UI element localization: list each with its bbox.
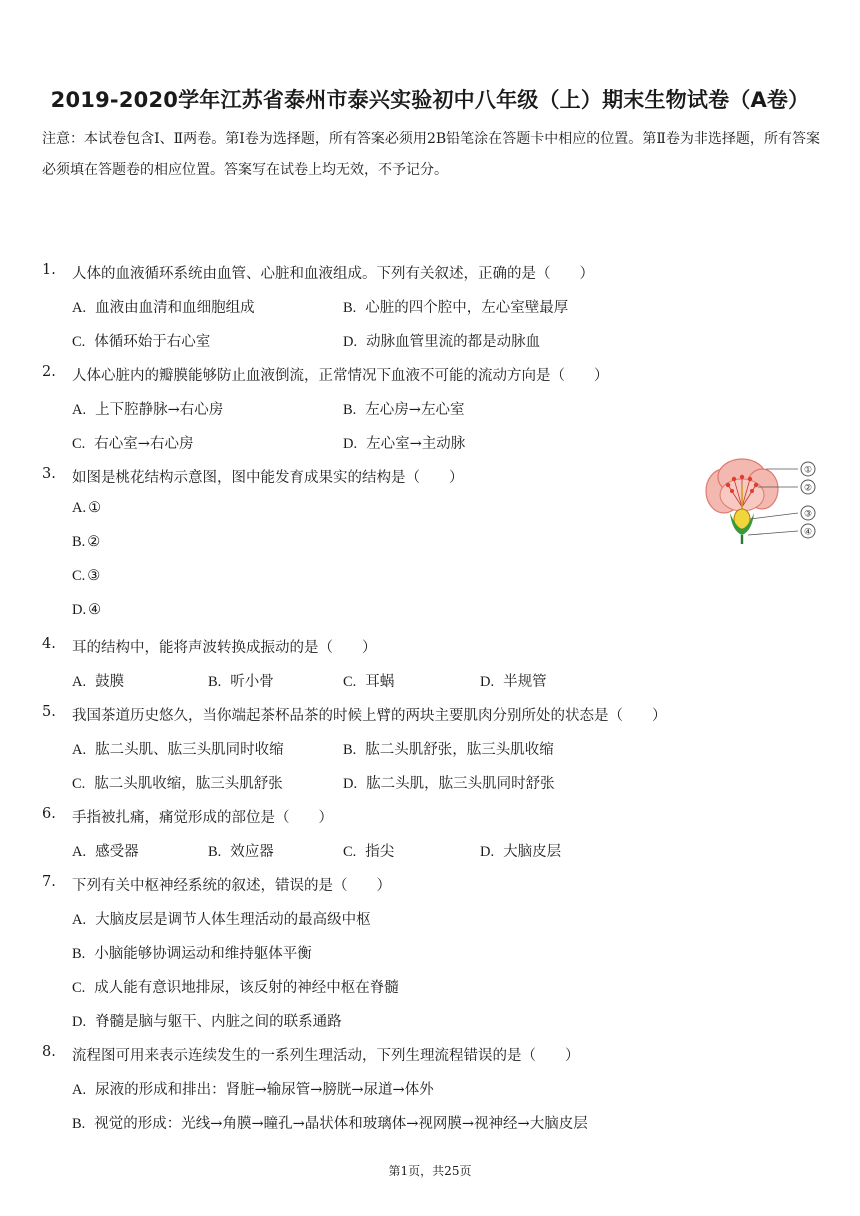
option-c: C. ③ bbox=[72, 568, 101, 584]
option-a: A. 尿液的形成和排出：肾脏→输尿管→膀胱→尿道→体外 bbox=[72, 1082, 434, 1098]
option-c: C. 耳蜗 bbox=[343, 674, 395, 690]
option-a: A. 肱二头肌、肱三头肌同时收缩 bbox=[72, 742, 284, 758]
option-b: B. 小脑能够协调运动和维持躯体平衡 bbox=[72, 946, 312, 962]
option-a: A. 鼓膜 bbox=[72, 674, 125, 690]
question-number: 6. bbox=[42, 806, 56, 822]
question-number: 3. bbox=[42, 466, 56, 482]
question-text: 耳的结构中，能将声波转换成振动的是（ ） bbox=[72, 640, 377, 656]
option-c: C. 体循环始于右心室 bbox=[72, 334, 211, 350]
option-b: B. 效应器 bbox=[208, 844, 274, 860]
question-text: 流程图可用来表示连续发生的一系列生理活动，下列生理流程错误的是（ ） bbox=[72, 1048, 580, 1064]
option-d: D. ④ bbox=[72, 602, 102, 618]
label-1: ① bbox=[803, 465, 813, 476]
page-title: 2019-2020学年江苏省泰州市泰兴实验初中八年级（上）期末生物试卷（A卷） bbox=[50, 88, 810, 112]
option-b: B. 视觉的形成：光线→角膜→瞳孔→晶状体和玻璃体→视网膜→视神经→大脑皮层 bbox=[72, 1116, 588, 1132]
option-a: A. 大脑皮层是调节人体生理活动的最高级中枢 bbox=[72, 912, 371, 928]
option-c: C. 右心室→右心房 bbox=[72, 436, 194, 452]
option-b: B. 听小骨 bbox=[208, 674, 274, 690]
option-d: D. 肱二头肌，肱三头肌同时舒张 bbox=[343, 776, 555, 792]
question-text: 人体心脏内的瓣膜能够防止血液倒流，正常情况下血液不可能的流动方向是（ ） bbox=[72, 368, 609, 384]
question-number: 4. bbox=[42, 636, 56, 652]
question-number: 7. bbox=[42, 874, 56, 890]
option-b: B. ② bbox=[72, 534, 101, 550]
question-number: 8. bbox=[42, 1044, 56, 1060]
option-d: D. 脊髓是脑与躯干、内脏之间的联系通路 bbox=[72, 1014, 342, 1030]
question-text: 如图是桃花结构示意图，图中能发育成果实的结构是（ ） bbox=[72, 470, 464, 486]
exam-notice: 注意：本试卷包含Ⅰ、Ⅱ两卷。第Ⅰ卷为选择题，所有答案必须用2B铅笔涂在答题卡中相应的位置。第Ⅱ卷为非选择题，所有答案必须填在答题卷的相应位置。答案写在试卷上均无效，不予记分。 bbox=[42, 131, 820, 178]
peach-flower-diagram bbox=[702, 455, 822, 545]
question-number: 1. bbox=[42, 262, 56, 278]
option-c: C. 指尖 bbox=[343, 844, 395, 860]
question-number: 5. bbox=[42, 704, 56, 720]
question-text: 人体的血液循环系统由血管、心脏和血液组成。下列有关叙述，正确的是（ ） bbox=[72, 266, 594, 282]
option-b: B. 心脏的四个腔中，左心室壁最厚 bbox=[343, 300, 569, 316]
label-3: ③ bbox=[803, 509, 813, 520]
option-c: C. 肱二头肌收缩，肱三头肌舒张 bbox=[72, 776, 283, 792]
option-b: B. 肱二头肌舒张，肱三头肌收缩 bbox=[343, 742, 554, 758]
option-d: D. 半规管 bbox=[480, 674, 547, 690]
option-b: B. 左心房→左心室 bbox=[343, 402, 465, 418]
label-4: ④ bbox=[803, 527, 813, 538]
option-a: A. 血液由血清和血细胞组成 bbox=[72, 300, 255, 316]
option-a: A. 感受器 bbox=[72, 844, 139, 860]
option-c: C. 成人能有意识地排尿，该反射的神经中枢在脊髓 bbox=[72, 980, 399, 996]
page-footer: 第1页，共25页 bbox=[388, 1164, 472, 1178]
option-d: D. 左心室→主动脉 bbox=[343, 436, 466, 452]
question-text: 手指被扎痛，痛觉形成的部位是（ ） bbox=[72, 810, 333, 826]
option-a: A. 上下腔静脉→右心房 bbox=[72, 402, 224, 418]
option-d: D. 大脑皮层 bbox=[480, 844, 562, 860]
option-a: A. ① bbox=[72, 500, 102, 516]
label-2: ② bbox=[803, 483, 813, 494]
option-d: D. 动脉血管里流的都是动脉血 bbox=[343, 334, 541, 350]
question-text: 下列有关中枢神经系统的叙述，错误的是（ ） bbox=[72, 878, 391, 894]
question-text: 我国茶道历史悠久，当你端起茶杯品茶的时候上臂的两块主要肌肉分别所处的状态是（ ） bbox=[72, 708, 667, 724]
question-number: 2. bbox=[42, 364, 56, 380]
